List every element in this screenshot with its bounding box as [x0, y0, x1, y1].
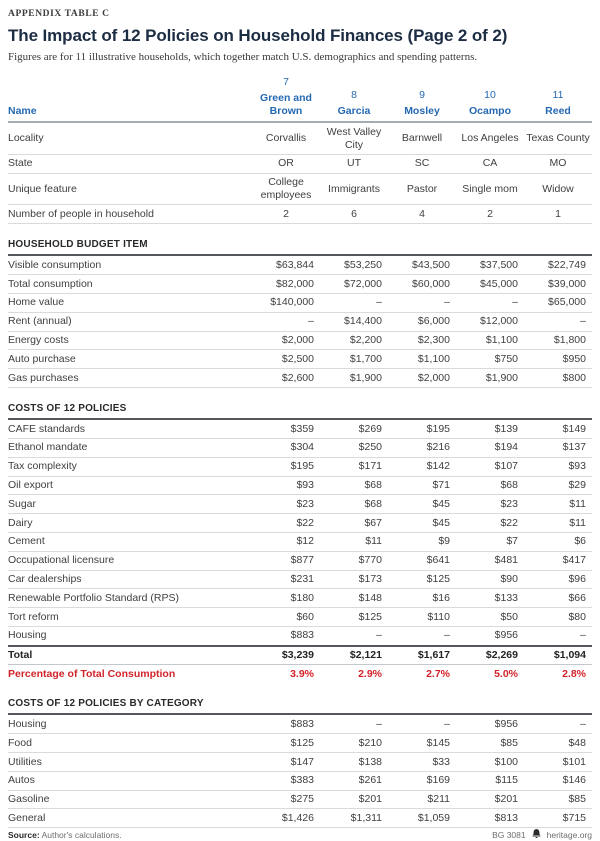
cell-value: $33: [388, 753, 456, 772]
cell-value: UT: [320, 154, 388, 173]
cell-value: $1,900: [456, 369, 524, 388]
cell-value: $201: [320, 790, 388, 809]
household-number: 8: [351, 88, 357, 101]
table-row: [8, 532, 592, 551]
cell-value: $2,600: [252, 369, 320, 388]
profile-row: [8, 205, 592, 224]
cell-value: $1,100: [456, 331, 524, 350]
cell-value: $383: [252, 771, 320, 790]
row-label: Car dealerships: [8, 570, 252, 589]
cell-value: $39,000: [524, 275, 592, 294]
table-row: [8, 714, 592, 733]
table-row: [8, 293, 592, 312]
cell-value: $45: [388, 514, 456, 533]
cell-value: $2,500: [252, 350, 320, 369]
cell-value: Texas County: [524, 122, 592, 154]
table-row: [8, 551, 592, 570]
cell-value: $2,121: [320, 646, 388, 665]
table-row: [8, 312, 592, 331]
row-label: Energy costs: [8, 331, 252, 350]
cell-value: $68: [320, 495, 388, 514]
table-row: [8, 514, 592, 533]
cell-value: West Valley City: [320, 122, 388, 154]
row-label: General: [8, 809, 252, 828]
cell-value: $715: [524, 809, 592, 828]
household-name: Green and Brown: [260, 91, 312, 117]
row-label: CAFE standards: [8, 419, 252, 438]
column-header-name-label: Name: [8, 76, 252, 122]
cell-value: $169: [388, 771, 456, 790]
row-label: Total: [8, 646, 252, 665]
cell-value: Immigrants: [320, 173, 388, 205]
table-body: [8, 122, 592, 827]
table-row: [8, 275, 592, 294]
cell-value: $1,617: [388, 646, 456, 665]
percentage-row: [8, 665, 592, 683]
cell-value: $11: [524, 514, 592, 533]
cell-value: $29: [524, 476, 592, 495]
household-name: Ocampo: [468, 104, 511, 117]
section-title-row: [8, 683, 592, 714]
table-row: [8, 255, 592, 274]
cell-value: $800: [524, 369, 592, 388]
cell-value: $148: [320, 589, 388, 608]
cell-value: College employees: [252, 173, 320, 205]
cell-value: $147: [252, 753, 320, 772]
row-label: Number of people in household: [8, 205, 252, 224]
table-row: [8, 608, 592, 627]
cell-value: $950: [524, 350, 592, 369]
cell-value: $65,000: [524, 293, 592, 312]
cell-value: $1,900: [320, 369, 388, 388]
cell-value: 4: [388, 205, 456, 224]
cell-value: $304: [252, 438, 320, 457]
page-subtitle: Figures are for 11 illustrative households, which together match U.S. demographics and spending patterns.: [8, 51, 478, 63]
cell-value: $22,749: [524, 255, 592, 274]
cell-value: $93: [252, 476, 320, 495]
cell-value: $96: [524, 570, 592, 589]
cell-value: $107: [456, 457, 524, 476]
row-label: Visible consumption: [8, 255, 252, 274]
cell-value: $63,844: [252, 255, 320, 274]
appendix-label: APPENDIX TABLE C: [8, 9, 110, 19]
cell-value: $2,200: [320, 331, 388, 350]
cell-value: $37,500: [456, 255, 524, 274]
table-row: [8, 457, 592, 476]
cell-value: $9: [388, 532, 456, 551]
cell-value: 2: [456, 205, 524, 224]
table-row: [8, 331, 592, 350]
cell-value: $275: [252, 790, 320, 809]
cell-value: $146: [524, 771, 592, 790]
column-header-household-7: [252, 76, 320, 122]
cell-value: 2.7%: [426, 667, 450, 680]
profile-row: [8, 154, 592, 173]
cell-value: $3,239: [252, 646, 320, 665]
row-label: Cement: [8, 532, 252, 551]
cell-value: $12,000: [456, 312, 524, 331]
cell-value: $813: [456, 809, 524, 828]
table-row: [8, 369, 592, 388]
row-label: Renewable Portfolio Standard (RPS): [8, 589, 252, 608]
cell-value: $883: [252, 714, 320, 733]
cell-value: –: [320, 626, 388, 645]
table-row: [8, 476, 592, 495]
cell-value: $11: [320, 532, 388, 551]
section-title: COSTS OF 12 POLICIES: [8, 387, 592, 419]
cell-value: SC: [388, 154, 456, 173]
row-label: Auto purchase: [8, 350, 252, 369]
section-title: HOUSEHOLD BUDGET ITEM: [8, 224, 592, 256]
table-row: [8, 570, 592, 589]
cell-value: $140,000: [252, 293, 320, 312]
cell-value: $138: [320, 753, 388, 772]
cell-value: –: [388, 714, 456, 733]
cell-value: 5.0%: [494, 667, 518, 680]
policy-table: [8, 76, 592, 828]
section-title: COSTS OF 12 POLICIES BY CATEGORY: [8, 683, 592, 714]
source-text: Author's calculations.: [41, 829, 122, 840]
footer-right: [492, 828, 592, 841]
cell-value: $68: [320, 476, 388, 495]
cell-value: $12: [252, 532, 320, 551]
cell-value: $641: [388, 551, 456, 570]
row-label: Housing: [8, 714, 252, 733]
cell-value: $14,400: [320, 312, 388, 331]
cell-value: $1,426: [252, 809, 320, 828]
cell-value: $211: [388, 790, 456, 809]
row-label: Occupational licensure: [8, 551, 252, 570]
column-header-household-8: [320, 76, 388, 122]
cell-value: $1,100: [388, 350, 456, 369]
table-row: [8, 350, 592, 369]
household-number: 7: [283, 76, 289, 88]
cell-value: $269: [320, 419, 388, 438]
cell-value: $2,300: [388, 331, 456, 350]
cell-value: $1,311: [320, 809, 388, 828]
cell-value: $149: [524, 419, 592, 438]
cell-value: Single mom: [456, 173, 524, 205]
row-label: Home value: [8, 293, 252, 312]
row-label: Locality: [8, 122, 252, 154]
cell-value: $195: [388, 419, 456, 438]
cell-value: $45: [388, 495, 456, 514]
table-row: [8, 809, 592, 828]
cell-value: Los Angeles: [456, 122, 524, 154]
cell-value: $210: [320, 734, 388, 753]
cell-value: $139: [456, 419, 524, 438]
row-label: State: [8, 154, 252, 173]
cell-value: OR: [252, 154, 320, 173]
row-label: Total consumption: [8, 275, 252, 294]
table-header: [8, 76, 592, 122]
cell-value: $1,059: [388, 809, 456, 828]
cell-value: $60: [252, 608, 320, 627]
cell-value: Pastor: [388, 173, 456, 205]
table-row: [8, 626, 592, 645]
cell-value: $53,250: [320, 255, 388, 274]
cell-value: –: [388, 626, 456, 645]
cell-value: $194: [456, 438, 524, 457]
row-label: Tort reform: [8, 608, 252, 627]
table-row: [8, 438, 592, 457]
cell-value: $11: [524, 495, 592, 514]
cell-value: –: [524, 714, 592, 733]
household-name: Mosley: [404, 104, 440, 117]
cell-value: $133: [456, 589, 524, 608]
table-row: [8, 771, 592, 790]
row-label: Sugar: [8, 495, 252, 514]
row-label: Unique feature: [8, 173, 252, 205]
cell-value: $85: [456, 734, 524, 753]
cell-value: $1,700: [320, 350, 388, 369]
cell-value: $72,000: [320, 275, 388, 294]
cell-value: $110: [388, 608, 456, 627]
cell-value: $180: [252, 589, 320, 608]
cell-value: 1: [524, 205, 592, 224]
cell-value: $750: [456, 350, 524, 369]
page-footer: [8, 828, 592, 841]
cell-value: Widow: [524, 173, 592, 205]
cell-value: $261: [320, 771, 388, 790]
cell-value: –: [320, 714, 388, 733]
cell-value: $71: [388, 476, 456, 495]
row-label: Utilities: [8, 753, 252, 772]
cell-value: $250: [320, 438, 388, 457]
cell-value: 2.8%: [562, 667, 586, 680]
cell-value: $125: [320, 608, 388, 627]
cell-value: $100: [456, 753, 524, 772]
cell-value: $23: [456, 495, 524, 514]
cell-value: $48: [524, 734, 592, 753]
cell-value: $22: [252, 514, 320, 533]
cell-value: –: [524, 312, 592, 331]
cell-value: –: [456, 293, 524, 312]
cell-value: $195: [252, 457, 320, 476]
page-title: The Impact of 12 Policies on Household Finances (Page 2 of 2): [8, 26, 508, 45]
total-row: [8, 646, 592, 665]
cell-value: $50: [456, 608, 524, 627]
row-label: Oil export: [8, 476, 252, 495]
row-label: Food: [8, 734, 252, 753]
column-header-household-10: [456, 76, 524, 122]
cell-value: $2,000: [252, 331, 320, 350]
row-label: Ethanol mandate: [8, 438, 252, 457]
cell-value: $137: [524, 438, 592, 457]
cell-value: $68: [456, 476, 524, 495]
household-name: Reed: [545, 104, 571, 117]
cell-value: $481: [456, 551, 524, 570]
table-row: [8, 753, 592, 772]
cell-value: $67: [320, 514, 388, 533]
cell-value: $60,000: [388, 275, 456, 294]
cell-value: $173: [320, 570, 388, 589]
table-row: [8, 495, 592, 514]
row-label: Percentage of Total Consumption: [8, 667, 176, 680]
cell-value: $16: [388, 589, 456, 608]
household-number: 10: [484, 88, 496, 101]
cell-value: $1,800: [524, 331, 592, 350]
profile-row: [8, 173, 592, 205]
source-label: Source:: [8, 829, 40, 840]
cell-value: $125: [388, 570, 456, 589]
cell-value: $82,000: [252, 275, 320, 294]
cell-value: $22: [456, 514, 524, 533]
row-label: Gas purchases: [8, 369, 252, 388]
table-row: [8, 734, 592, 753]
cell-value: $101: [524, 753, 592, 772]
cell-value: $1,094: [524, 646, 592, 665]
cell-value: –: [524, 626, 592, 645]
cell-value: –: [252, 312, 320, 331]
cell-value: 6: [320, 205, 388, 224]
cell-value: $6: [524, 532, 592, 551]
cell-value: $417: [524, 551, 592, 570]
table-row: [8, 419, 592, 438]
cell-value: Corvallis: [252, 122, 320, 154]
cell-value: $2,269: [456, 646, 524, 665]
cell-value: $80: [524, 608, 592, 627]
cell-value: $7: [456, 532, 524, 551]
household-number: 9: [419, 88, 425, 101]
section-title-row: [8, 387, 592, 419]
cell-value: MO: [524, 154, 592, 173]
cell-value: $201: [456, 790, 524, 809]
cell-value: $877: [252, 551, 320, 570]
cell-value: CA: [456, 154, 524, 173]
cell-value: $43,500: [388, 255, 456, 274]
cell-value: –: [388, 293, 456, 312]
header-row: [8, 76, 592, 122]
cell-value: $216: [388, 438, 456, 457]
row-label: Rent (annual): [8, 312, 252, 331]
cell-value: $6,000: [388, 312, 456, 331]
cell-value: $145: [388, 734, 456, 753]
source-note: [8, 830, 122, 840]
cell-value: $231: [252, 570, 320, 589]
cell-value: 3.9%: [290, 667, 314, 680]
row-label: Tax complexity: [8, 457, 252, 476]
cell-value: $171: [320, 457, 388, 476]
cell-value: 2: [252, 205, 320, 224]
cell-value: $85: [524, 790, 592, 809]
row-label: Housing: [8, 626, 252, 645]
cell-value: $93: [524, 457, 592, 476]
heritage-bell-icon: [531, 828, 542, 841]
site-url: heritage.org: [546, 829, 592, 840]
cell-value: $125: [252, 734, 320, 753]
document-id: BG 3081: [492, 829, 526, 840]
row-label: Autos: [8, 771, 252, 790]
cell-value: 2.9%: [358, 667, 382, 680]
row-label: Gasoline: [8, 790, 252, 809]
cell-value: $90: [456, 570, 524, 589]
table-row: [8, 790, 592, 809]
cell-value: $142: [388, 457, 456, 476]
cell-value: $359: [252, 419, 320, 438]
cell-value: $115: [456, 771, 524, 790]
cell-value: Barnwell: [388, 122, 456, 154]
cell-value: $45,000: [456, 275, 524, 294]
household-name: Garcia: [337, 104, 371, 117]
household-number: 11: [552, 88, 564, 101]
column-header-household-11: [524, 76, 592, 122]
cell-value: $2,000: [388, 369, 456, 388]
section-title-row: [8, 224, 592, 256]
row-label: Dairy: [8, 514, 252, 533]
cell-value: $66: [524, 589, 592, 608]
cell-value: –: [320, 293, 388, 312]
cell-value: $770: [320, 551, 388, 570]
cell-value: $956: [456, 626, 524, 645]
cell-value: $23: [252, 495, 320, 514]
table-row: [8, 589, 592, 608]
cell-value: $883: [252, 626, 320, 645]
column-header-household-9: [388, 76, 456, 122]
cell-value: $956: [456, 714, 524, 733]
profile-row: [8, 122, 592, 154]
